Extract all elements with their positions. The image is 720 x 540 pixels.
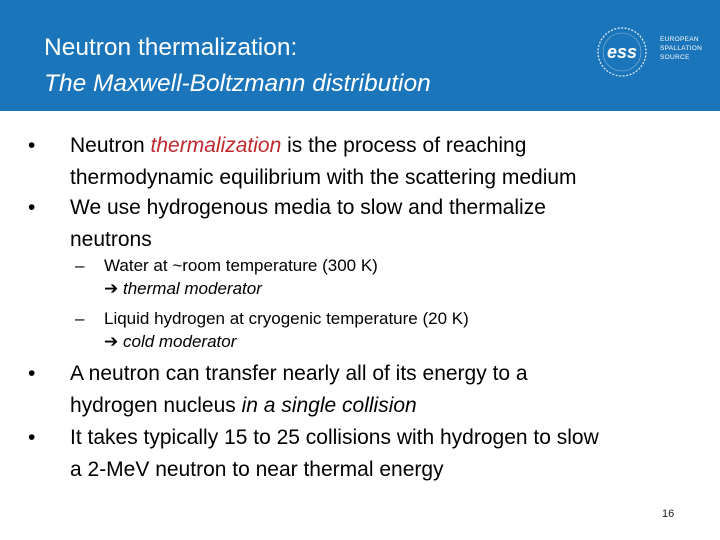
sub-bullet-result <box>104 332 664 352</box>
bullet-text-line1: A neutron can transfer nearly all of its energy to a <box>70 362 528 385</box>
bullet-marker: • <box>28 426 36 449</box>
logo-text <box>660 35 702 62</box>
bullet-text-line2: thermodynamic equilibrium with the scattering medium <box>70 166 577 189</box>
bullet-text-prefix: Neutron <box>70 134 151 157</box>
result-text: cold moderator <box>122 332 237 351</box>
bullet-text-line2: a 2-MeV neutron to near thermal energy <box>70 458 444 481</box>
logo-line: SPALLATION <box>660 45 703 52</box>
page-number: 16 <box>662 508 675 520</box>
arrow-right-icon: ➔ <box>104 332 119 351</box>
logo-mark: ess <box>606 42 638 62</box>
bullet-text <box>70 130 690 194</box>
sub-bullet-text: Liquid hydrogen at cryogenic temperature (20 K) <box>104 309 469 328</box>
emphasis-text: in a single collision <box>241 394 417 417</box>
bullet-text <box>70 422 690 486</box>
title-line-2: The Maxwell-Boltzmann distribution <box>44 70 431 97</box>
result-text: thermal moderator <box>122 279 262 298</box>
sub-bullet-result <box>104 279 664 299</box>
dash-marker: – <box>75 309 85 328</box>
title-line-1: Neutron thermalization: <box>44 34 298 61</box>
bullet-text-line2: neutrons <box>70 228 152 251</box>
logo-line: EUROPEAN <box>660 36 699 43</box>
bullet-text-line2: hydrogen nucleus <box>70 394 242 417</box>
title-banner <box>0 0 720 111</box>
dash-marker: – <box>75 256 85 275</box>
bullet-text-rest: is the process of reaching <box>281 134 527 157</box>
slide-title <box>44 30 431 102</box>
sub-bullet-text: Water at ~room temperature (300 K) <box>104 256 378 275</box>
bullet-text-line1: We use hydrogenous media to slow and thermalize <box>70 196 546 219</box>
bullet-marker: • <box>28 134 36 157</box>
bullet-text-line1: It takes typically 15 to 25 collisions with hydrogen to slow <box>70 426 599 449</box>
highlight-term: thermalization <box>150 134 282 157</box>
bullet-text <box>70 358 690 422</box>
arrow-right-icon: ➔ <box>104 279 119 298</box>
bullet-text <box>70 192 690 256</box>
logo-line: SOURCE <box>660 54 690 61</box>
bullet-marker: • <box>28 196 36 219</box>
bullet-marker: • <box>28 362 36 385</box>
